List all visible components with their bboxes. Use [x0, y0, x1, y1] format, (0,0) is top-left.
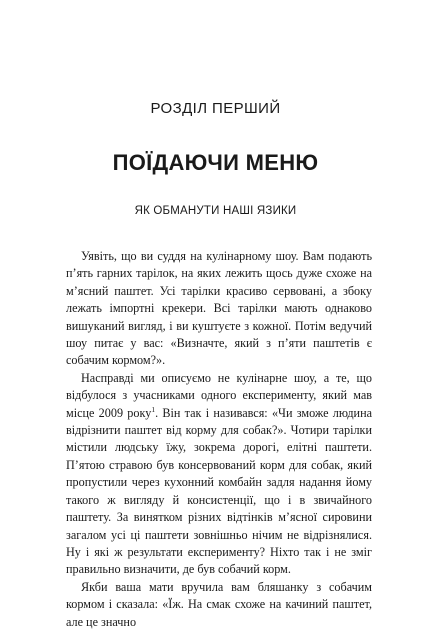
paragraph-2-text: Насправді ми описуємо не кулінарне шоу, а те, що відбулося з учасниками одного експерименту, який мав місце 2009 року: [66, 370, 372, 420]
paragraph-2: [66, 370, 372, 579]
body-text: [66, 248, 372, 631]
paragraph-3: Якби ваша мати вручила вам бляшанку з собачим кормом і сказала: «Їж. На смак схоже на качиний паштет, але це значно: [66, 579, 372, 629]
footnote-reference: 1: [151, 404, 156, 414]
paragraph-1: Уявіть, що ви суддя на кулінарному шоу. Вам подають п’ять гарних тарілок, на яких лежить щось дуже схоже на м’ясний паштет. Усі тарілки красиво сервовані, а збоку лежать імпортні крекери. Всі тарілки мають однаково вишуканий вигляд, і ви куштуєте з кожної. Потім ведучий шоу питає у вас: «Визначте, який з п’яти паштетів є собачим кормом?».: [66, 249, 372, 368]
footnote-trailing-punctuation: .: [155, 405, 159, 420]
paragraph-2-continuation: Він так і називався: «Чи зможе людина відрізнити паштет від корму для собак?». Чотири тарілки містили людську їжу, зокрема дорогі, елітні паштети. П’ятою стравою був консервований корм для собак, який пропустили через кухонний комбайн задля надання йому такого ж вигляду й консистенції, що і в звичайного паштету. За винятком різних відтінків м’ясної сировини загалом усі ці паштети зовнішньо нічим не відрізнялися. Ну і які ж результати експерименту? Ніхто так і не зміг правильно визначити, де був собачий корм.: [66, 405, 372, 577]
chapter-title: ПОЇДАЮЧИ МЕНЮ: [112, 150, 319, 175]
chapter-subtitle: ЯК ОБМАНУТИ НАШІ ЯЗИКИ: [134, 205, 297, 217]
chapter-label: РОЗДІЛ ПЕРШИЙ: [150, 100, 281, 117]
